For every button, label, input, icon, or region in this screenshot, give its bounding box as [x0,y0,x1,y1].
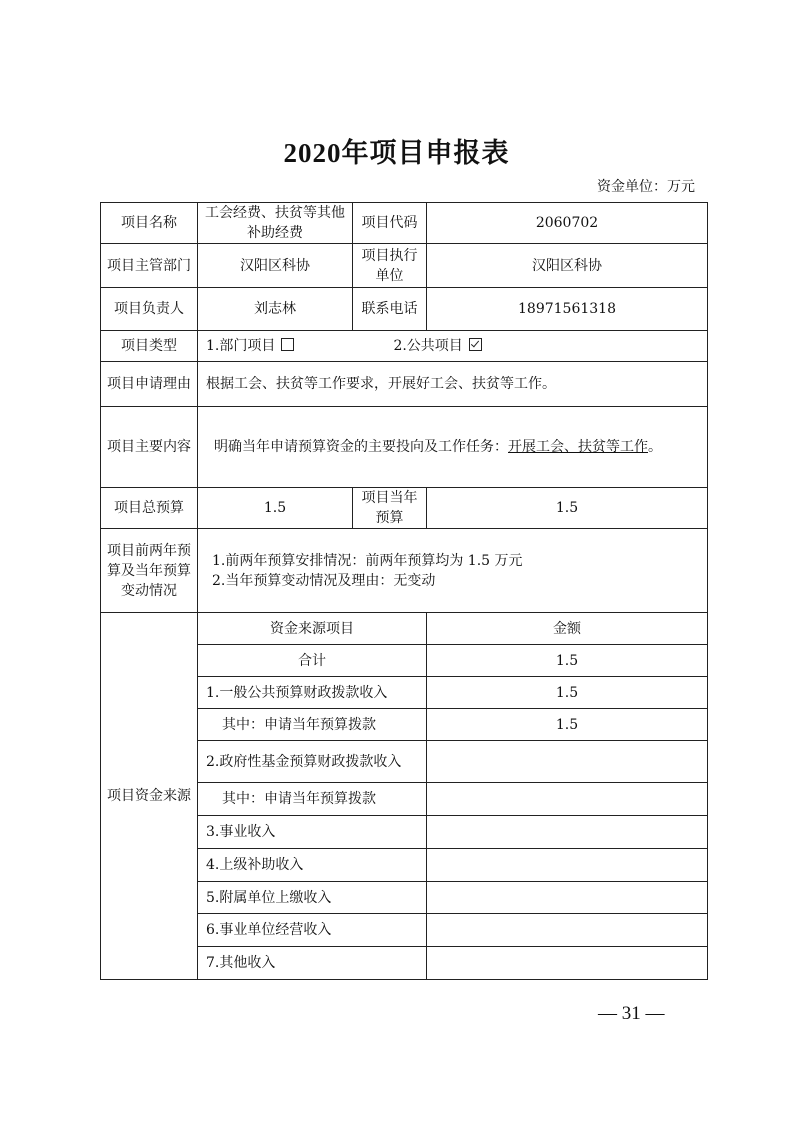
funding-amount: 1.5 [427,709,708,741]
funding-header-row [101,613,708,645]
type-option-public [393,336,481,356]
owner-value: 刘志林 [198,288,353,331]
funding-col-amount: 金额 [427,613,708,645]
page-number: — 31 — [598,1003,665,1024]
type-label: 项目类型 [101,331,198,362]
unit-label: 资金单位：万元 [597,179,695,195]
type-options [198,331,708,362]
content-label: 项目主要内容 [101,407,198,488]
type-option-department-label: 1.部门项目 [206,338,276,354]
year-label: 项目当年预算 [353,488,427,529]
dept-value: 汉阳区科协 [198,244,353,288]
change-value [198,529,708,613]
phone-label: 联系电话 [353,288,427,331]
content-value [198,407,708,488]
row-content [101,407,708,488]
funding-amount [427,816,708,849]
content-underlined: 开展工会、扶贫等工作 [508,439,648,455]
funding-amount [427,783,708,816]
row-project-type [101,331,708,362]
content-suffix: 。 [648,439,662,455]
unchecked-box-icon[interactable] [281,338,294,351]
funding-source: 7.其他收入 [198,947,427,980]
funding-amount [427,849,708,882]
change-label: 项目前两年预算及当年预算变动情况 [101,529,198,613]
funding-source: 5.附属单位上缴收入 [198,882,427,914]
funding-amount [427,914,708,947]
funding-source: 1.一般公共预算财政拨款收入 [198,677,427,709]
funding-amount [427,947,708,980]
budget-table [100,202,708,980]
funding-source: 2.政府性基金预算财政拨款收入 [198,741,427,783]
year-value: 1.5 [427,488,708,529]
total-label: 项目总预算 [101,488,198,529]
funding-source: 6.事业单位经营收入 [198,914,427,947]
change-line-1: 1.前两年预算安排情况：前两年预算均为 1.5 万元 [212,552,523,569]
funding-source: 合计 [198,645,427,677]
row-project-name [101,203,708,244]
funding-amount: 1.5 [427,677,708,709]
change-line-2: 2.当年预算变动情况及理由：无变动 [212,572,436,589]
funding-amount [427,741,708,783]
type-option-public-label: 2.公共项目 [393,338,463,354]
funding-label: 项目资金来源 [101,613,198,980]
funding-amount [427,882,708,914]
funding-source: 其中：申请当年预算拨款 [198,783,427,816]
funding-amount: 1.5 [427,645,708,677]
funding-source: 其中：申请当年预算拨款 [198,709,427,741]
exec-label: 项目执行单位 [353,244,427,288]
owner-label: 项目负责人 [101,288,198,331]
exec-value: 汉阳区科协 [427,244,708,288]
funding-source: 4.上级补助收入 [198,849,427,882]
reason-label: 项目申请理由 [101,362,198,407]
checked-box-icon[interactable] [469,338,482,351]
row-reason [101,362,708,407]
row-budget [101,488,708,529]
name-value: 工会经费、扶贫等其他补助经费 [198,203,353,244]
funding-source: 3.事业收入 [198,816,427,849]
name-label: 项目名称 [101,203,198,244]
code-label: 项目代码 [353,203,427,244]
row-owner [101,288,708,331]
phone-value: 18971561318 [427,288,708,331]
row-department [101,244,708,288]
row-change [101,529,708,613]
funding-col-source: 资金来源项目 [198,613,427,645]
reason-value: 根据工会、扶贫等工作要求，开展好工会、扶贫等工作。 [198,362,708,407]
code-value: 2060702 [427,203,708,244]
type-option-department [206,336,389,356]
dept-label: 项目主管部门 [101,244,198,288]
page-title: 2020年项目申报表 [283,138,510,168]
content-prefix: 明确当年申请预算资金的主要投向及工作任务： [214,439,508,455]
total-value: 1.5 [198,488,353,529]
